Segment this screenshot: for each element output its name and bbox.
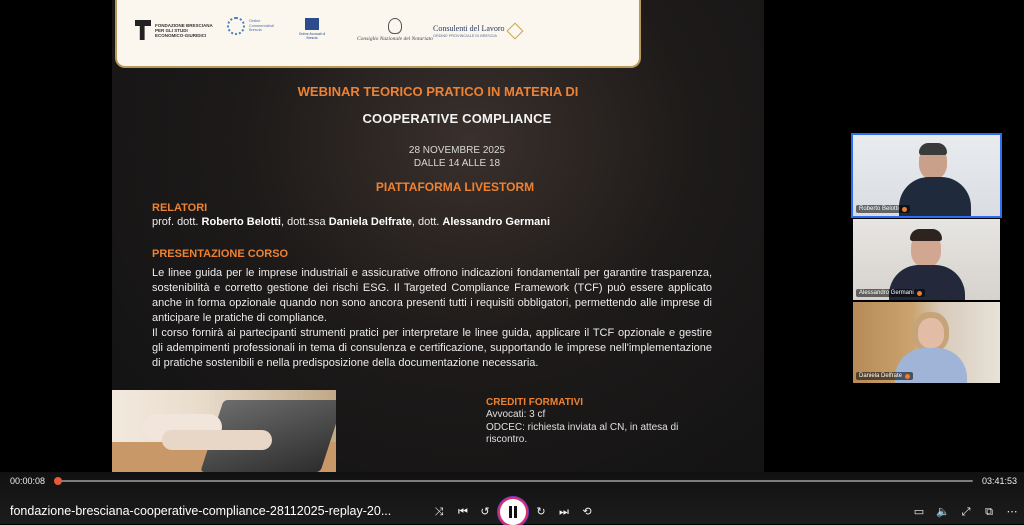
crediti-body [486,409,716,447]
participant-hair [910,229,942,241]
event-hours: DALLE 14 ALLE 18 [413,158,501,169]
rewind-10-icon[interactable]: ↺ [480,505,490,518]
previous-icon[interactable]: ⏮ [458,505,468,518]
status-dot-icon [905,374,910,379]
event-date-block [112,144,764,170]
fbs-logo-text: FONDAZIONE BRESCIANA PER GLI STUDI ECONOMICO-GIURIDICI [155,22,213,38]
hand-shape [162,430,272,450]
next-icon[interactable]: ⏭ [559,505,569,518]
relatore-name: Alessandro Germani [442,216,551,228]
seek-bar[interactable] [57,480,973,482]
presentazione-paragraph: Il corso fornirà ai partecipanti strumenti pratici per interpretare le linee guida, applicare il TCF opzionale e gestire gli adempimenti professionali in tema di consulenza e certificazione, supportando le imprese nell'implementazione di pratiche sostenibili e nella predisposizione della documentazione necessaria. [152,327,712,369]
crediti-avvocati: Avvocati: 3 cf [486,409,546,420]
topic-title: COOPERATIVE COMPLIANCE [362,111,552,126]
relatore-name: Roberto Belotti [201,216,281,228]
participant-name-tag [856,289,925,297]
miniplayer-icon[interactable]: ▭ [913,505,925,518]
platform-label: PIATTAFORMA LIVESTORM [375,180,535,194]
participant-name-tag [856,372,913,380]
relatore-name: Daniela Delfrate [328,216,412,228]
participant-body [899,177,971,216]
shuffle-icon[interactable]: ⤨ [434,505,444,518]
forward-30-icon[interactable]: ↻ [536,505,546,518]
odcec-logo-text: Ordine Commercialisti Brescia [249,19,274,33]
presentation-slide [112,0,764,472]
presentazione-heading: PRESENTAZIONE CORSO [152,248,289,260]
fbs-mark-icon [135,20,151,40]
relatori-text: , dott.ssa [280,216,329,228]
participant-hair [919,143,947,155]
media-title: fondazione-bresciana-cooperative-compliance-28112025-replay-20... [10,504,392,518]
mid-mark-icon [305,18,319,30]
more-icon[interactable]: ⋯ [1006,505,1018,518]
participant-tile[interactable] [853,135,1000,216]
relatori-list [152,216,550,228]
cdl-logo [433,24,521,38]
odcec-logo [227,17,275,35]
total-duration: 03:41:53 [982,476,1018,486]
cnn-logo [357,18,433,42]
seek-thumb[interactable] [54,477,62,485]
fullscreen-icon[interactable]: ⤢ [961,505,971,518]
participant-name: Daniela Delfrate [859,373,903,379]
cnn-logo-text: Consiglio Nazionale del Notariato [357,36,433,42]
cast-icon[interactable]: ⧉ [985,505,993,518]
relatori-heading: RELATORI [152,202,208,214]
emblem-icon [388,18,402,34]
mid-logo [293,18,331,40]
odcec-mark-icon [227,17,245,35]
status-dot-icon [917,291,922,296]
fbs-logo [135,20,215,40]
participant-head [918,318,944,348]
participant-name: Roberto Belotti [859,206,899,212]
crediti-odcec: ODCEC: richiesta inviata al CN, in attesa di riscontro. [486,421,679,445]
relatori-text: , dott. [411,216,443,228]
cdl-logo-title: Consulenti del Lavoro [433,24,505,33]
pause-button[interactable] [500,499,526,525]
repeat-off-icon[interactable]: ⟲ [582,505,592,518]
participant-tile[interactable] [853,302,1000,383]
participant-name: Alessandro Germani [859,290,914,296]
volume-icon[interactable]: 🔈 [936,505,950,518]
crediti-heading: CREDITI FORMATIVI [486,397,584,408]
cdl-mark-icon [506,23,523,40]
logo-band [115,0,641,68]
relatori-text: prof. dott. [152,216,202,228]
status-dot-icon [902,207,907,212]
event-date: 28 NOVEMBRE 2025 [408,145,506,156]
elapsed-time: 00:00:08 [10,476,46,486]
laptop-photo [112,390,336,472]
participant-name-tag [856,205,910,213]
cdl-logo-subtitle: ORDINE PROVINCIALE DI BRESCIA [433,34,497,38]
presentazione-body [152,266,712,371]
participant-tile[interactable] [853,219,1000,300]
webinar-heading: WEBINAR TEORICO PRATICO IN MATERIA DI [297,84,579,99]
presentazione-paragraph: Le linee guida per le imprese industriali e assicurative offrono indicazioni fondamentali per garantire trasparenza, sostenibilità e corretto gestione dei rischi ESG. Il Targeted Compliance Framework (TCF) può essere applicato anche in forma opzionale quando non sono ancora presenti tutti i requisiti obbligatori, permettendo alle imprese di anticipare le pratiche di compliance. [152,267,712,324]
mid-logo-text: Ordine Avvocati di Brescia [298,32,326,40]
